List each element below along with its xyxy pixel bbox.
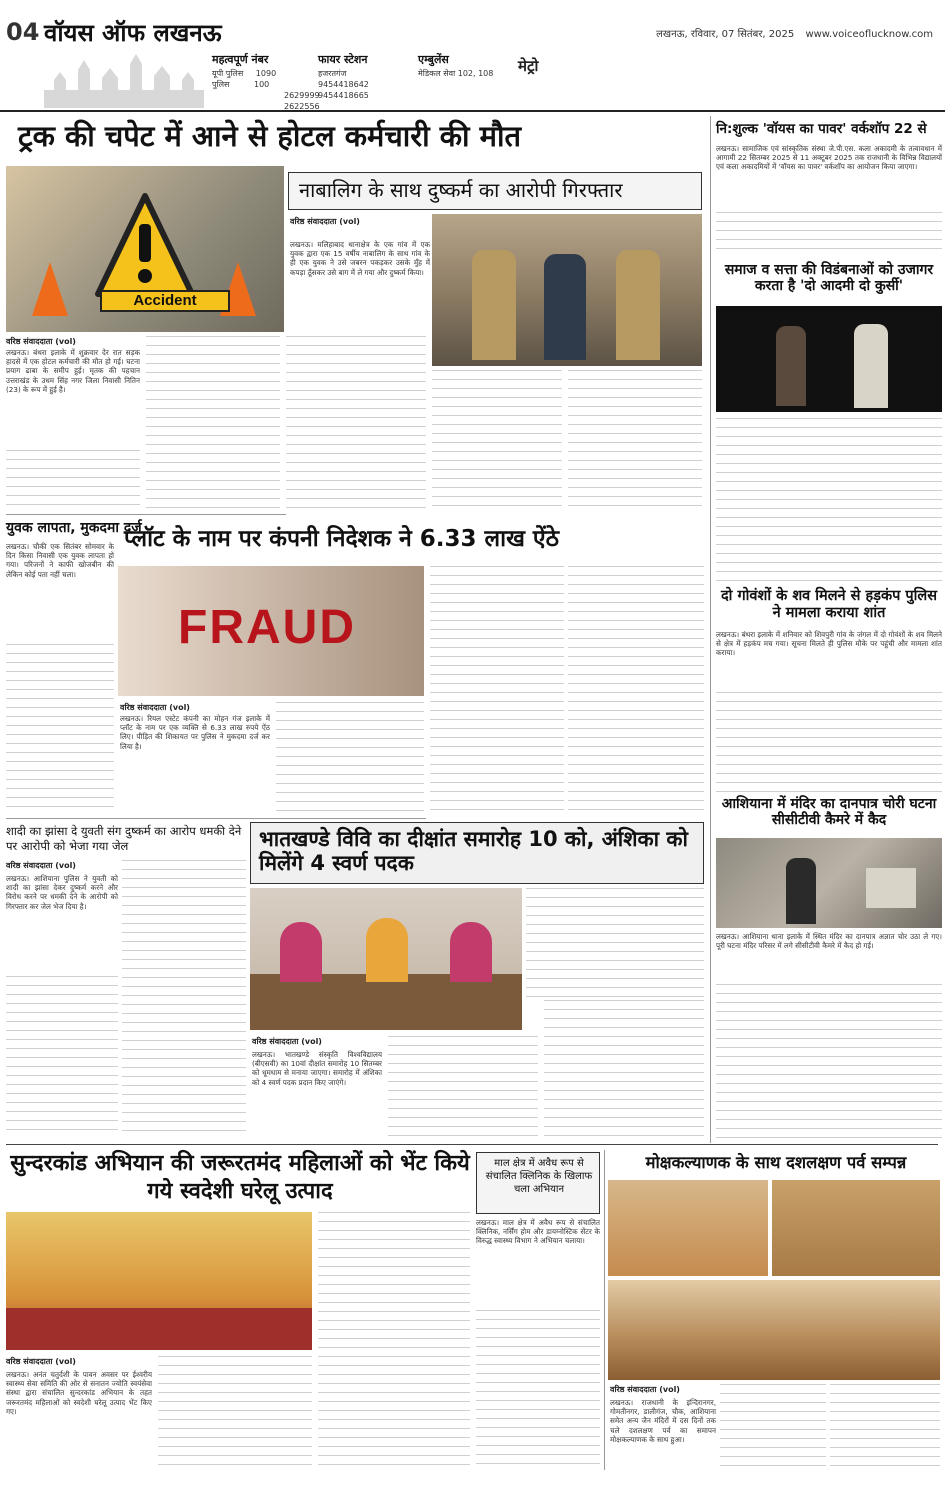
headline-clinic: माल क्षेत्र में अवैध रूप से संचालित क्लिनिक के खिलाफ चला अभियान [485, 1158, 593, 1195]
ambulance-title: एम्बुलेंस [418, 53, 449, 66]
byline: वरिष्ठ संवाददाता (vol) [6, 861, 76, 870]
story-lead-temple: लखनऊ। आशियाना थाना इलाके में स्थित मंदिर का दानपात्र अज्ञात चोर उठा ले गए। पूरी घटना मंदिर परिसर में लगे सीसीटीवी कैमरे में कैद हो गई। [716, 932, 942, 951]
phone-label: हजरतगंज [318, 69, 347, 78]
story-lead-convocation: लखनऊ। भातखण्डे संस्कृति विश्वविद्यालय (बीएसवी) का 10वां दीक्षांत समारोह 10 सितम्बर को धूमधाम से मनाया जाएगा। समारोह में अंशिका को 4 स्वर्ण पदक प्रदान किए जाएंगे। [252, 1050, 382, 1087]
date-text: लखनऊ, रविवार, 07 सितंबर, 2025 [656, 29, 795, 40]
text-lines [720, 1384, 826, 1470]
story-body-minor [290, 240, 430, 332]
story-lead-cow: लखनऊ। बंथरा इलाके में शनिवार को शिवपुरी गांव के जंगल में दो गोवंशों के शव मिलने से क्षेत्र में हड़कंप मच गया। सूचना मिलते ही पुलिस मौके पर पहुंची और मामला शांत कराया। [716, 630, 942, 658]
story-body-plot [120, 714, 270, 814]
headline-moksha: मोक्षकल्याणक के साथ दशलक्षण पर्व सम्पन्न [645, 1153, 907, 1172]
column-divider [710, 116, 711, 1143]
text-lines [526, 888, 704, 998]
headline-box-convocation [250, 822, 704, 884]
headline-theatre: समाज व सत्ता की विडंबनाओं को उजागर करता है 'दो आदमी दो कुर्सी' [724, 262, 934, 295]
moksha-photo-1 [608, 1180, 768, 1276]
phone-label: यूपी पुलिस [212, 69, 244, 78]
column-divider [604, 1150, 605, 1470]
text-lines [716, 984, 942, 1138]
headline-box-minor [288, 172, 702, 210]
headline-truck: ट्रक की चपेट में आने से होटल कर्मचारी की मौत [18, 119, 521, 153]
story-body-marriage [6, 874, 118, 974]
text-lines [388, 1036, 538, 1138]
text-lines [6, 976, 118, 1138]
ambulance-numbers [418, 54, 493, 79]
text-lines [122, 860, 246, 1138]
text-lines [716, 212, 942, 256]
text-lines [318, 1212, 470, 1470]
important-numbers [212, 54, 320, 112]
story-body-missing [6, 542, 114, 642]
story-body-temple [716, 932, 942, 982]
story-body-clinic [476, 1218, 600, 1308]
byline: वरिष्ठ संवाददाता (vol) [290, 217, 360, 226]
text-lines [430, 566, 564, 814]
page-number: 04 [6, 18, 40, 46]
text-lines [6, 450, 140, 510]
story-body-workshop [716, 144, 942, 210]
city-skyline-icon [44, 50, 204, 108]
section-rule [6, 1144, 938, 1145]
dateline [656, 26, 933, 40]
moksha-photo-3 [608, 1280, 940, 1380]
story-lead-plot: लखनऊ। रियल एस्टेट कंपनी का मोहन गंज इलाके में प्लॉट के नाम पर एक व्यक्ति से 6.33 लाख रुपये ऐंठ लिए। पीड़ित की शिकायत पर पुलिस ने मुकदमा दर्ज कर लिया है। [120, 714, 270, 751]
text-lines [544, 1000, 704, 1138]
important-numbers-title: महत्वपूर्ण नंबर [212, 53, 269, 66]
byline: वरिष्ठ संवाददाता (vol) [6, 1357, 76, 1366]
byline: वरिष्ठ संवाददाता (vol) [252, 1037, 322, 1046]
phone-label: मेडिकल सेवा [418, 69, 456, 78]
text-lines [6, 644, 114, 814]
phone-number: 9454418665 [318, 91, 369, 100]
story-body-sundarkand [6, 1370, 152, 1470]
story-lead-moksha: लखनऊ। राजधानी के इन्दिरानगर, गोमतीनगर, डालीगंज, चौक, आशियाना समेत अन्य जैन मंदिरों में दस दिनों तक चले दशलक्षण पर्व का समापन मोक्षकल्याणक के साथ हुआ। [610, 1398, 716, 1444]
theatre-photo [716, 306, 942, 412]
sundarkand-photo [6, 1212, 312, 1350]
story-body-truck [6, 348, 140, 448]
story-lead-truck: लखनऊ। बंथरा इलाके में शुक्रवार देर रात सड़क हादसे में एक होटल कर्मचारी की मौत हो गई। घटना प्रयाग ढाबा के समीप हुई। मृतक की पहचान उत्तराखंड के उधम सिंह नगर जिला निवासी नितिन (23) के रूप में हुई है। [6, 348, 140, 394]
story-lead-clinic: लखनऊ। माल क्षेत्र में अवैध रूप से संचालित क्लिनिक, नर्सिंग होम और डायग्नोस्टिक सेंटर के विरुद्ध स्वास्थ्य विभाग ने अभियान चलाया। [476, 1218, 600, 1246]
story-lead-missing: लखनऊ। चौकी एक सितंबर सोमवार के दिन किसा निवासी एक युवक लापता हो गया। परिजनों ने काफी खोजबीन की लेकिन कोई पता नहीं चला। [6, 542, 114, 579]
fire-station-numbers [318, 54, 369, 101]
headline-minor: नाबालिग के साथ दुष्कर्म का आरोपी गिरफ्तार [299, 178, 623, 202]
website-link[interactable]: www.voiceoflucknow.com [805, 29, 933, 40]
text-lines [432, 370, 562, 512]
text-lines [276, 702, 424, 814]
text-lines [568, 370, 702, 512]
section-tag: मेट्रो [518, 57, 539, 75]
text-lines [716, 418, 942, 582]
text-lines [286, 336, 426, 512]
cctv-photo [716, 838, 942, 928]
headline-box-clinic [476, 1152, 600, 1214]
text-lines [830, 1384, 940, 1470]
accident-label: Accident [100, 290, 230, 312]
masthead [0, 0, 945, 112]
phone-number: 100 [254, 80, 270, 89]
fraud-label: FRAUD [178, 601, 356, 654]
phone-number: 2629999 [284, 91, 320, 100]
story-body-convocation [252, 1050, 382, 1138]
byline: वरिष्ठ संवाददाता (vol) [610, 1385, 680, 1394]
paper-name: वॉयस ऑफ लखनऊ [44, 19, 222, 47]
headline-marriage: शादी का झांसा दे युवती संग दुष्कर्म का आरोप धमकी देने पर आरोपी को भेजा गया जेल [6, 824, 242, 853]
byline: वरिष्ठ संवाददाता (vol) [120, 703, 190, 712]
text-lines [476, 1310, 600, 1470]
section-rule [6, 818, 426, 819]
headline-plot: प्लॉट के नाम पर कंपनी निदेशक ने 6.33 लाख ऐंठे [124, 526, 559, 552]
byline: वरिष्ठ संवाददाता (vol) [6, 337, 76, 346]
headline-cow: दो गोवंशों के शव मिलने से हड़कंप पुलिस ने मामला कराया शांत [720, 588, 937, 621]
story-body-cow [716, 630, 942, 690]
arrest-photo [432, 214, 702, 366]
story-lead-sundarkand: लखनऊ। अनंत चतुर्दशी के पावन अवसर पर ईश्वरीय स्वास्थ्य सेवा समिति की ओर से सनातन ज्योति स्वयंसेवा संस्था द्वारा संचालित सुन्दरकांड अभियान के तहत जरूरतमंद महिलाओं को स्वदेशी घरेलू उत्पाद भेंट किए गए। [6, 1370, 152, 1416]
text-lines [568, 566, 704, 814]
section-rule [6, 514, 286, 515]
headline-sundarkand: सुन्दरकांड अभियान की जरूरतमंद महिलाओं को भेंट किये गये स्वदेशी घरेलू उत्पाद [10, 1151, 470, 1204]
headline-convocation: भातखण्डे विवि का दीक्षांत समारोह 10 को, अंशिका को मिलेंगे 4 स्वर्ण पदक [259, 827, 688, 876]
phone-number: 1090 [255, 69, 277, 78]
headline-missing: युवक लापता, मुकदमा दर्ज [6, 520, 142, 536]
phone-number: 2622556 [284, 102, 320, 111]
headline-workshop: नि:शुल्क 'वॉयस का पावर' वर्कशॉप 22 से [716, 121, 927, 137]
phone-label: पुलिस [212, 80, 230, 89]
story-body-moksha [610, 1398, 716, 1470]
phone-number: 9454418642 [318, 80, 369, 89]
fire-station-title: फायर स्टेशन [318, 53, 368, 66]
accident-photo [6, 166, 284, 332]
headline-temple: आशियाना में मंदिर का दानपात्र चोरी घटना सीसीटीवी कैमरे में कैद [721, 796, 937, 829]
convocation-photo [250, 888, 522, 1030]
text-lines [716, 692, 942, 792]
story-lead-minor: लखनऊ। मलिहाबाद थानाक्षेत्र के एक गांव में एक युवक द्वारा एक 15 वर्षीय नाबालिग के साथ गांव के ही एक युवक ने उसे जबरन पकड़कर उसके मुँह में कपड़ा ठूँसकर उसे बाग में ले गया और दुष्कर्म किया। [290, 240, 430, 277]
fraud-photo [118, 566, 424, 696]
text-lines [146, 336, 280, 512]
moksha-photo-2 [772, 1180, 940, 1276]
phone-number: 102, 108 [457, 69, 494, 78]
text-lines [158, 1356, 312, 1470]
story-lead-marriage: लखनऊ। आशियाना पुलिस ने युवती को शादी का झांसा देकर दुष्कर्म करने और विरोध करने पर धमकी देने के आरोपी को गिरफ्तार कर जेल भेज दिया है। [6, 874, 118, 911]
story-lead-workshop: लखनऊ। सामाजिक एवं सांस्कृतिक संस्था जे.पी.एस. कला अकादमी के तत्वावधान में आगामी 22 सितम्बर 2025 से 11 अक्टूबर 2025 तक राजधानी के विभिन्न विद्यालयों एवं कला अकादमियों में 'वॉयस का पावर' वर्कशॉप का आयोजन किया जाएगा। [716, 144, 942, 172]
